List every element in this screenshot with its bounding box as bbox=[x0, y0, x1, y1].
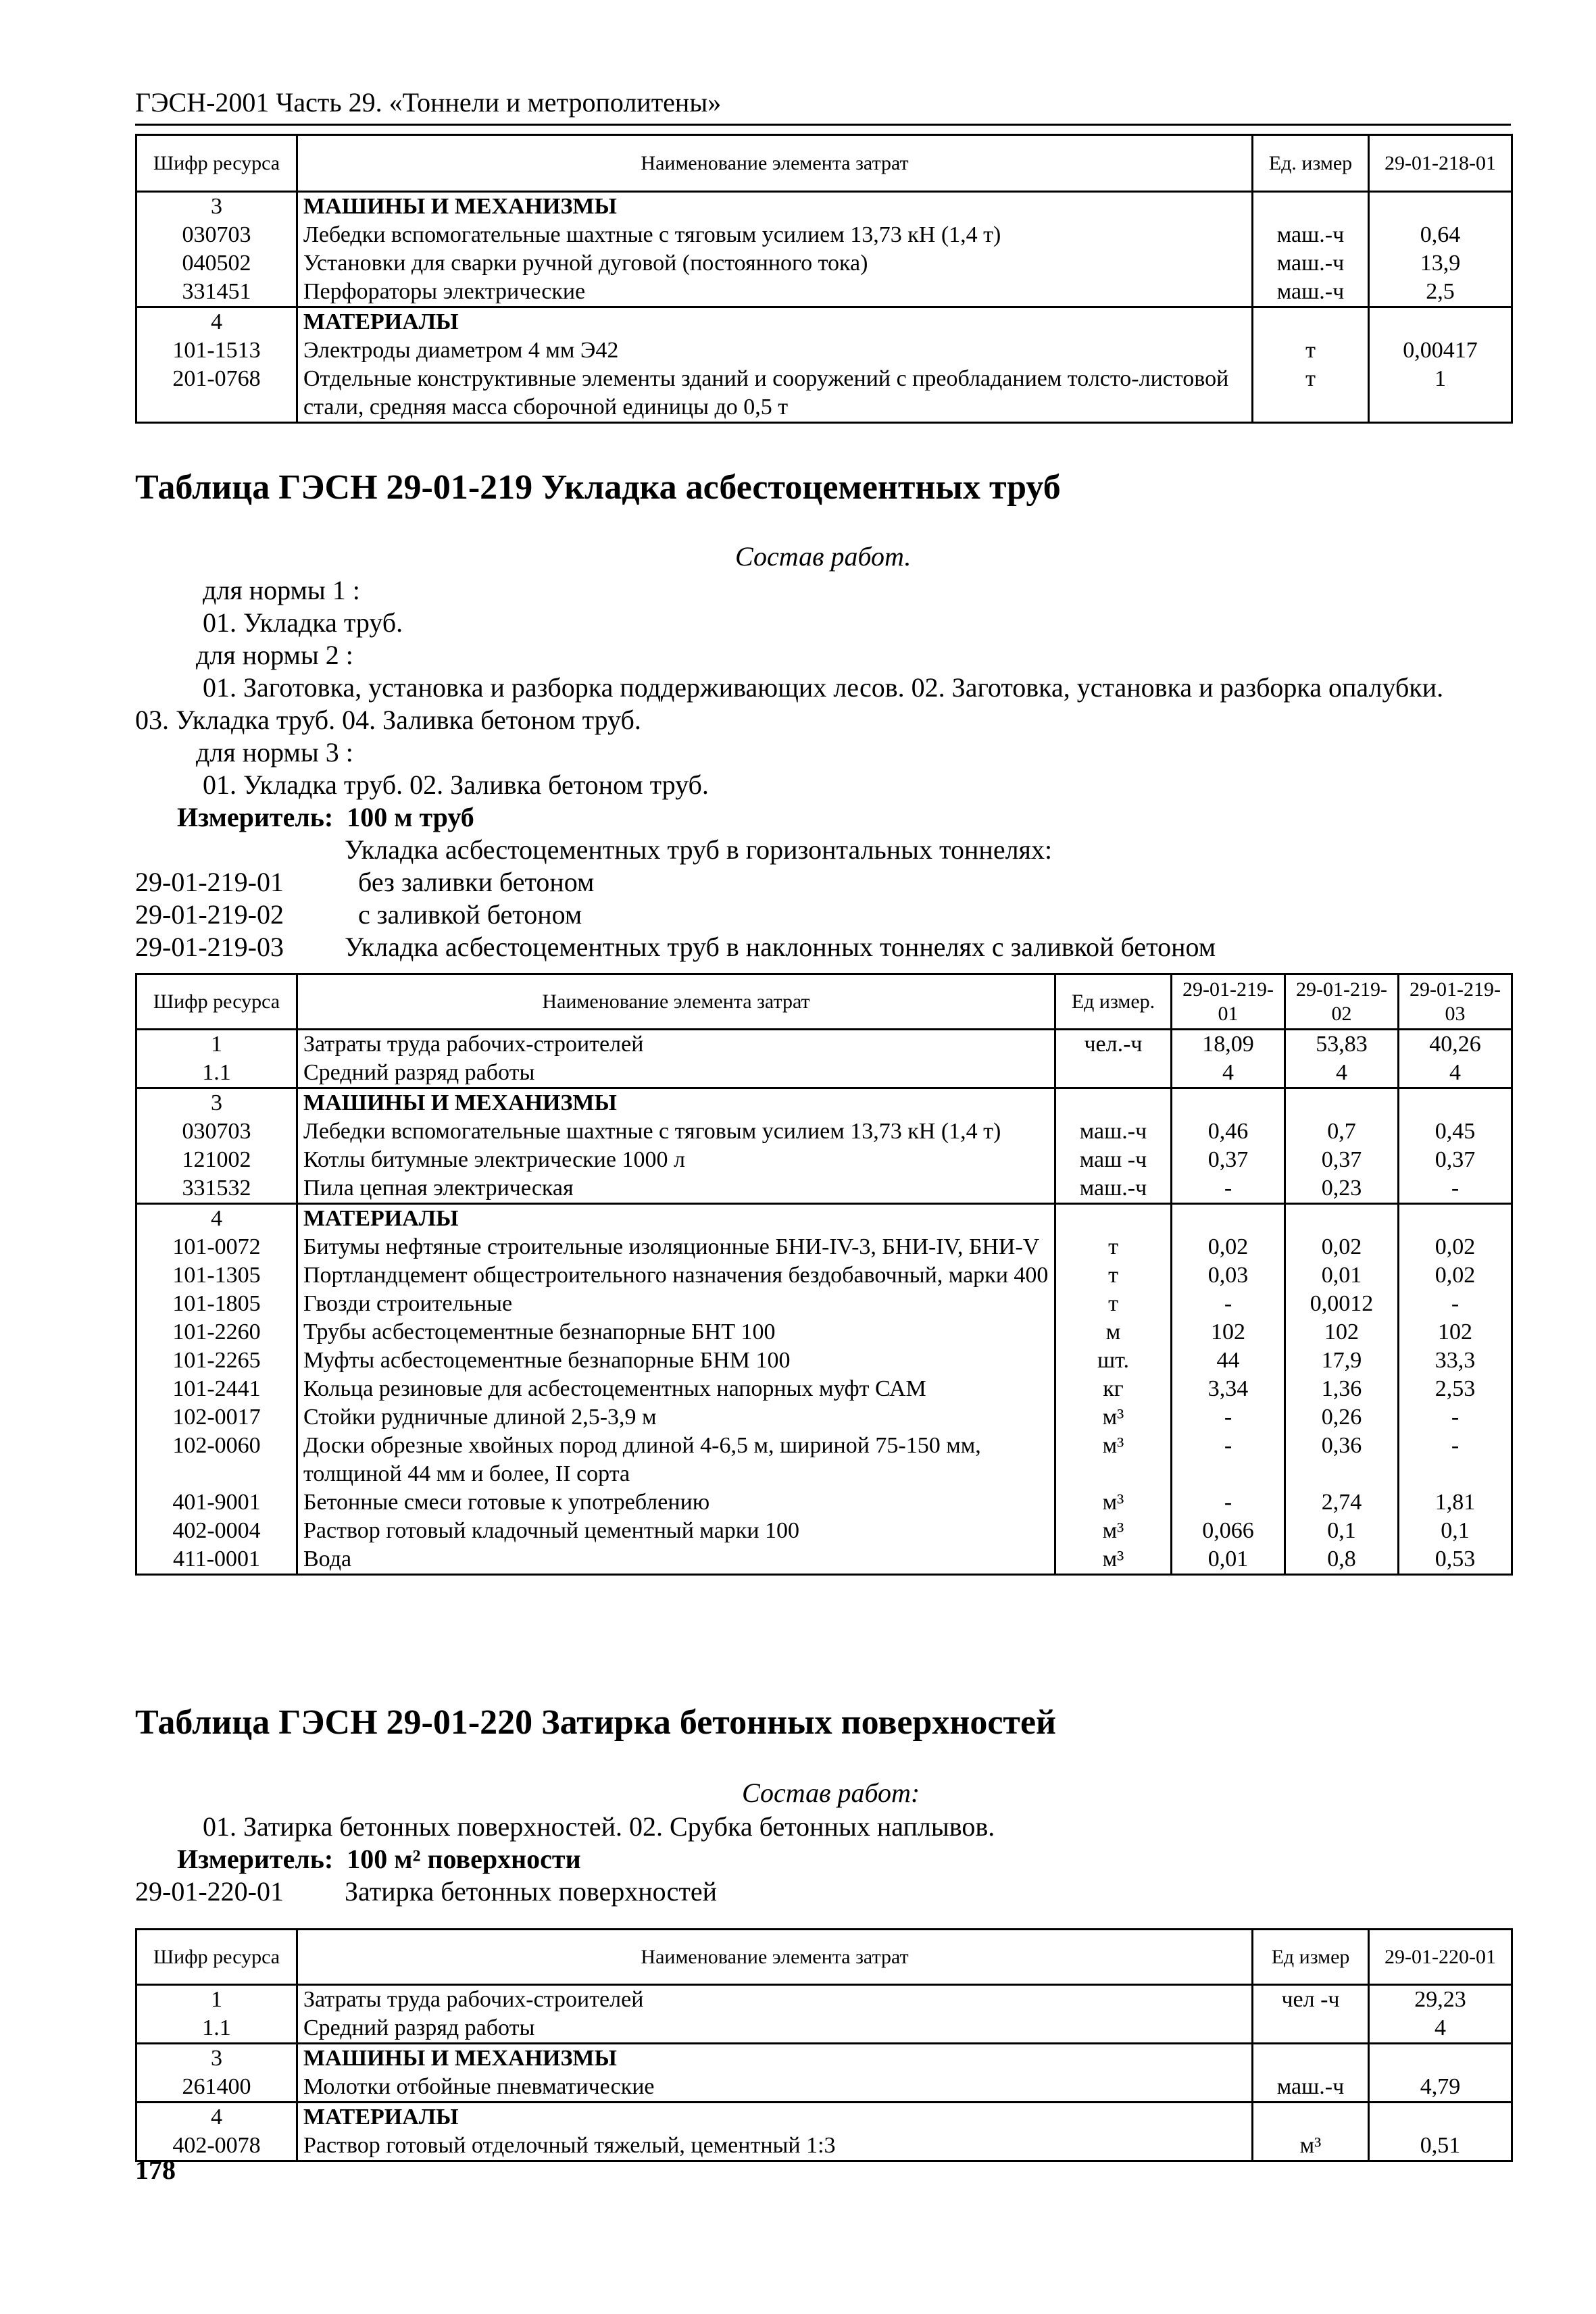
resource-code: 1 bbox=[136, 1985, 297, 2015]
table-group bbox=[136, 1030, 1512, 1088]
meter-line bbox=[177, 1843, 581, 1875]
table-group bbox=[136, 1088, 1512, 1204]
norm-value-1: 0,46 bbox=[1172, 1117, 1285, 1146]
empty-cell bbox=[1369, 192, 1512, 222]
norm-value-1: 0,02 bbox=[1172, 1233, 1285, 1261]
table-group bbox=[136, 192, 1512, 307]
empty-cell bbox=[1172, 1204, 1285, 1234]
table-row bbox=[136, 1985, 1512, 2015]
meter-line bbox=[177, 801, 474, 833]
resource-code: 261400 bbox=[136, 2073, 297, 2103]
resource-table-219 bbox=[135, 973, 1513, 1576]
resource-name: Раствор готовый кладочный цементный марки 100 bbox=[297, 1517, 1055, 1545]
composition-line: 01. Заготовка, установка и разборка поддерживающих лесов. 02. Заготовка, установка и разборка опалубки. bbox=[203, 672, 1444, 703]
norm-value-2: 0,0012 bbox=[1285, 1290, 1399, 1318]
unit-cell: кг bbox=[1055, 1375, 1172, 1403]
composition-line: для нормы 1 : bbox=[203, 575, 360, 605]
resource-code: 121002 bbox=[136, 1146, 297, 1174]
section-code: 4 bbox=[136, 1204, 297, 1234]
resource-code: 102-0060 bbox=[136, 1432, 297, 1488]
resource-name: Лебедки вспомогательные шахтные с тяговым усилием 13,73 кН (1,4 т) bbox=[297, 1117, 1055, 1146]
norm-value-2: 0,1 bbox=[1285, 1517, 1399, 1545]
unit-cell: м³ bbox=[1055, 1488, 1172, 1517]
norm-value-2: 17,9 bbox=[1285, 1347, 1399, 1375]
unit-cell: м³ bbox=[1253, 2132, 1369, 2161]
table-row bbox=[136, 1174, 1512, 1204]
norm-value-2: 0,23 bbox=[1285, 1174, 1399, 1204]
resource-name: Затраты труда рабочих-строителей bbox=[297, 1030, 1055, 1059]
section-title: МАШИНЫ И МЕХАНИЗМЫ bbox=[297, 1088, 1055, 1118]
resource-name: Электроды диаметром 4 мм Э42 bbox=[297, 336, 1253, 365]
header-unit: Ед. измер bbox=[1253, 135, 1369, 192]
unit-cell: маш.-ч bbox=[1253, 278, 1369, 307]
resource-name: Молотки отбойные пневматические bbox=[297, 2073, 1253, 2103]
norm-value-3: 4 bbox=[1399, 1059, 1512, 1088]
section-title: МАШИНЫ И МЕХАНИЗМЫ bbox=[297, 2044, 1253, 2073]
resource-name: Лебедки вспомогательные шахтные с тяговым усилием 13,73 кН (1,4 т) bbox=[297, 221, 1253, 249]
section-row bbox=[136, 307, 1512, 337]
resource-name: Пила цепная электрическая bbox=[297, 1174, 1055, 1204]
norm-value-3: - bbox=[1399, 1174, 1512, 1204]
composition-line: 03. Укладка труб. 04. Заливка бетоном труб. bbox=[135, 705, 641, 735]
empty-cell bbox=[1399, 1088, 1512, 1118]
table-group bbox=[136, 2044, 1512, 2103]
resource-code: 102-0017 bbox=[136, 1403, 297, 1432]
norm-value-1: 3,34 bbox=[1172, 1375, 1285, 1403]
table-title-220: Таблица ГЭСН 29-01-220 Затирка бетонных поверхностей bbox=[135, 1703, 1057, 1742]
unit-cell: м³ bbox=[1055, 1403, 1172, 1432]
norm-value-1: 0,066 bbox=[1172, 1517, 1285, 1545]
table-row bbox=[136, 1432, 1512, 1488]
page-header: ГЭСН-2001 Часть 29. «Тоннели и метрополитены» bbox=[135, 87, 722, 118]
section-row bbox=[136, 2103, 1512, 2132]
empty-cell bbox=[1285, 1088, 1399, 1118]
resource-name: Портландцемент общестроительного назначения бездобавочный, марки 400 bbox=[297, 1261, 1055, 1290]
empty-cell bbox=[1285, 1204, 1399, 1234]
table-row bbox=[136, 1146, 1512, 1174]
section-row bbox=[136, 1088, 1512, 1118]
table-row bbox=[136, 1261, 1512, 1290]
table-group bbox=[136, 307, 1512, 423]
section-title: МАТЕРИАЛЫ bbox=[297, 2103, 1253, 2132]
unit-cell: т bbox=[1253, 365, 1369, 423]
norm-value-3: 102 bbox=[1399, 1318, 1512, 1347]
resource-code: 411-0001 bbox=[136, 1545, 297, 1575]
table-row bbox=[136, 1233, 1512, 1261]
section-title: МАТЕРИАЛЫ bbox=[297, 1204, 1055, 1234]
norm-value-3: 33,3 bbox=[1399, 1347, 1512, 1375]
norm-value-1: 0,51 bbox=[1369, 2132, 1512, 2161]
norm-value-1: 0,00417 bbox=[1369, 336, 1512, 365]
unit-cell: м bbox=[1055, 1318, 1172, 1347]
norm-value-3: - bbox=[1399, 1403, 1512, 1432]
unit-cell: маш.-ч bbox=[1253, 221, 1369, 249]
table-row bbox=[136, 1347, 1512, 1375]
norm-value-3: 0,02 bbox=[1399, 1261, 1512, 1290]
norm-value-1: 1 bbox=[1369, 365, 1512, 423]
norm-value-1: 0,37 bbox=[1172, 1146, 1285, 1174]
table-row bbox=[136, 1059, 1512, 1088]
norm-value-1: - bbox=[1172, 1488, 1285, 1517]
unit-cell: т bbox=[1253, 336, 1369, 365]
header-norm-3: 29-01-219-03 bbox=[1399, 974, 1512, 1030]
table-row bbox=[136, 249, 1512, 278]
resource-code: 1.1 bbox=[136, 2014, 297, 2044]
resource-code: 101-1513 bbox=[136, 336, 297, 365]
norm-value-2: 0,02 bbox=[1285, 1233, 1399, 1261]
section-code: 4 bbox=[136, 307, 297, 337]
norm-code: 29-01-219-02 bbox=[135, 899, 284, 930]
unit-cell: т bbox=[1055, 1261, 1172, 1290]
unit-cell: т bbox=[1055, 1233, 1172, 1261]
composition-line: 01. Укладка труб. 02. Заливка бетоном труб. bbox=[203, 770, 709, 800]
meter-label: Измеритель: bbox=[177, 1844, 334, 1874]
header-code: Шифр ресурса bbox=[136, 135, 297, 192]
header-code: Шифр ресурса bbox=[136, 974, 297, 1030]
resource-name: Средний разряд работы bbox=[297, 2014, 1253, 2044]
section-row bbox=[136, 1204, 1512, 1234]
table-row bbox=[136, 1517, 1512, 1545]
norm-value-2: 4 bbox=[1285, 1059, 1399, 1088]
norm-value-2: 102 bbox=[1285, 1318, 1399, 1347]
table-row bbox=[136, 1545, 1512, 1575]
norm-subheading: Укладка асбестоцементных труб в горизонтальных тоннелях: bbox=[345, 834, 1053, 865]
resource-name: Муфты асбестоцементные безнапорные БНМ 100 bbox=[297, 1347, 1055, 1375]
section-row bbox=[136, 2044, 1512, 2073]
resource-name: Отдельные конструктивные элементы зданий и сооружений с преобладанием толсто-листовой стали, средняя масса сборочной единицы до 0,5 т bbox=[297, 365, 1253, 423]
composition-line: для нормы 3 : bbox=[196, 737, 353, 768]
resource-code: 030703 bbox=[136, 1117, 297, 1146]
header-rule bbox=[135, 124, 1511, 126]
meter-label: Измеритель: bbox=[177, 802, 334, 832]
norm-text: Укладка асбестоцементных труб в наклонных тоннелях с заливкой бетоном bbox=[345, 932, 1216, 962]
unit-cell bbox=[1055, 1059, 1172, 1088]
resource-name: Установки для сварки ручной дуговой (постоянного тока) bbox=[297, 249, 1253, 278]
norm-value-1: 2,5 bbox=[1369, 278, 1512, 307]
resource-name: Перфораторы электрические bbox=[297, 278, 1253, 307]
unit-cell: маш.-ч bbox=[1055, 1117, 1172, 1146]
empty-cell bbox=[1369, 307, 1512, 337]
meter-value: 100 м² поверхности bbox=[347, 1844, 581, 1874]
table-row bbox=[136, 2014, 1512, 2044]
norm-value-2: 0,26 bbox=[1285, 1403, 1399, 1432]
header-norm: 29-01-218-01 bbox=[1369, 135, 1512, 192]
resource-name: Раствор готовый отделочный тяжелый, цементный 1:3 bbox=[297, 2132, 1253, 2161]
norm-value-1: 0,01 bbox=[1172, 1545, 1285, 1575]
resource-code: 101-1305 bbox=[136, 1261, 297, 1290]
unit-cell: маш.-ч bbox=[1253, 249, 1369, 278]
table-row bbox=[136, 336, 1512, 365]
norm-value-3: - bbox=[1399, 1432, 1512, 1488]
empty-cell bbox=[1253, 307, 1369, 337]
section-code: 3 bbox=[136, 1088, 297, 1118]
norm-value-3: 0,1 bbox=[1399, 1517, 1512, 1545]
resource-code: 030703 bbox=[136, 221, 297, 249]
norm-value-3: 0,02 bbox=[1399, 1233, 1512, 1261]
norm-code: 29-01-220-01 bbox=[135, 1876, 284, 1907]
table-row bbox=[136, 1488, 1512, 1517]
resource-name: Гвозди строительные bbox=[297, 1290, 1055, 1318]
header-name: Наименование элемента затрат bbox=[297, 974, 1055, 1030]
norm-value-3: 0,45 bbox=[1399, 1117, 1512, 1146]
norm-value-1: 4,79 bbox=[1369, 2073, 1512, 2103]
norm-value-2: 0,7 bbox=[1285, 1117, 1399, 1146]
unit-cell: маш -ч bbox=[1055, 1146, 1172, 1174]
resource-name: Вода bbox=[297, 1545, 1055, 1575]
table-row bbox=[136, 365, 1512, 423]
norm-value-1: - bbox=[1172, 1432, 1285, 1488]
resource-name: Трубы асбестоцементные безнапорные БНТ 100 bbox=[297, 1318, 1055, 1347]
table-row bbox=[136, 1290, 1512, 1318]
resource-code: 402-0004 bbox=[136, 1517, 297, 1545]
norm-value-1: 44 bbox=[1172, 1347, 1285, 1375]
resource-name: Бетонные смеси готовые к употреблению bbox=[297, 1488, 1055, 1517]
resource-code: 201-0768 bbox=[136, 365, 297, 423]
resource-name: Доски обрезные хвойных пород длиной 4-6,5 м, шириной 75-150 мм, толщиной 44 мм и более, II сорта bbox=[297, 1432, 1055, 1488]
table-row bbox=[136, 1117, 1512, 1146]
norm-value-1: 4 bbox=[1172, 1059, 1285, 1088]
resource-code: 101-1805 bbox=[136, 1290, 297, 1318]
resource-name: Котлы битумные электрические 1000 л bbox=[297, 1146, 1055, 1174]
norm-value-3: 2,53 bbox=[1399, 1375, 1512, 1403]
norm-value-3: 40,26 bbox=[1399, 1030, 1512, 1059]
norm-value-3: 1,81 bbox=[1399, 1488, 1512, 1517]
table-row bbox=[136, 1030, 1512, 1059]
unit-cell: м³ bbox=[1055, 1517, 1172, 1545]
empty-cell bbox=[1253, 2103, 1369, 2132]
norm-value-1: 29,23 bbox=[1369, 1985, 1512, 2015]
resource-code: 101-0072 bbox=[136, 1233, 297, 1261]
table-row bbox=[136, 2132, 1512, 2161]
norm-text: без заливки бетоном bbox=[358, 867, 595, 897]
composition-title: Состав работ. bbox=[735, 541, 912, 572]
meter-value: 100 м труб bbox=[347, 802, 474, 832]
section-code: 3 bbox=[136, 192, 297, 222]
norm-value-1: 13,9 bbox=[1369, 249, 1512, 278]
empty-cell bbox=[1253, 192, 1369, 222]
resource-name: Средний разряд работы bbox=[297, 1059, 1055, 1088]
resource-code: 1.1 bbox=[136, 1059, 297, 1088]
resource-name: Кольца резиновые для асбестоцементных напорных муфт САМ bbox=[297, 1375, 1055, 1403]
table-row bbox=[136, 221, 1512, 249]
unit-cell: т bbox=[1055, 1290, 1172, 1318]
empty-cell bbox=[1055, 1088, 1172, 1118]
section-code: 3 bbox=[136, 2044, 297, 2073]
empty-cell bbox=[1172, 1088, 1285, 1118]
resource-code: 401-9001 bbox=[136, 1488, 297, 1517]
empty-cell bbox=[1253, 2044, 1369, 2073]
norm-value-1: 4 bbox=[1369, 2014, 1512, 2044]
table-row bbox=[136, 278, 1512, 307]
table-row bbox=[136, 2073, 1512, 2103]
empty-cell bbox=[1399, 1204, 1512, 1234]
unit-cell: шт. bbox=[1055, 1347, 1172, 1375]
page-number: 178 bbox=[135, 2155, 176, 2185]
norm-text: с заливкой бетоном bbox=[358, 899, 582, 930]
composition-title: Состав работ: bbox=[742, 1778, 920, 1808]
section-row bbox=[136, 192, 1512, 222]
norm-code: 29-01-219-03 bbox=[135, 932, 284, 962]
resource-table-218 bbox=[135, 134, 1513, 424]
resource-table-220 bbox=[135, 1928, 1513, 2162]
header-name: Наименование элемента затрат bbox=[297, 1930, 1253, 1985]
norm-value-2: 1,36 bbox=[1285, 1375, 1399, 1403]
norm-value-1: - bbox=[1172, 1174, 1285, 1204]
header-unit: Ед измер bbox=[1253, 1930, 1369, 1985]
header-code: Шифр ресурса bbox=[136, 1930, 297, 1985]
norm-value-1: - bbox=[1172, 1403, 1285, 1432]
norm-value-3: 0,37 bbox=[1399, 1146, 1512, 1174]
norm-value-3: - bbox=[1399, 1290, 1512, 1318]
resource-code: 331532 bbox=[136, 1174, 297, 1204]
header-unit: Ед измер. bbox=[1055, 974, 1172, 1030]
resource-code: 331451 bbox=[136, 278, 297, 307]
norm-value-1: 102 bbox=[1172, 1318, 1285, 1347]
resource-code: 1 bbox=[136, 1030, 297, 1059]
resource-code: 101-2441 bbox=[136, 1375, 297, 1403]
norm-value-2: 0,37 bbox=[1285, 1146, 1399, 1174]
norm-value-2: 0,36 bbox=[1285, 1432, 1399, 1488]
unit-cell bbox=[1253, 2014, 1369, 2044]
norm-value-2: 2,74 bbox=[1285, 1488, 1399, 1517]
resource-name: Затраты труда рабочих-строителей bbox=[297, 1985, 1253, 2015]
norm-value-1: - bbox=[1172, 1290, 1285, 1318]
composition-line: 01. Укладка труб. bbox=[203, 607, 403, 638]
resource-code: 402-0078 bbox=[136, 2132, 297, 2161]
composition-line: 01. Затирка бетонных поверхностей. 02. Срубка бетонных наплывов. bbox=[203, 1811, 995, 1842]
resource-code: 040502 bbox=[136, 249, 297, 278]
unit-cell: чел.-ч bbox=[1055, 1030, 1172, 1059]
unit-cell: м³ bbox=[1055, 1432, 1172, 1488]
empty-cell bbox=[1055, 1204, 1172, 1234]
table-row bbox=[136, 1375, 1512, 1403]
table-group bbox=[136, 2103, 1512, 2161]
header-norm: 29-01-220-01 bbox=[1369, 1930, 1512, 1985]
composition-line: для нормы 2 : bbox=[196, 640, 353, 670]
section-code: 4 bbox=[136, 2103, 297, 2132]
resource-name: Стойки рудничные длиной 2,5-3,9 м bbox=[297, 1403, 1055, 1432]
resource-code: 101-2265 bbox=[136, 1347, 297, 1375]
norm-value-1: 0,03 bbox=[1172, 1261, 1285, 1290]
unit-cell: чел -ч bbox=[1253, 1985, 1369, 2015]
empty-cell bbox=[1369, 2103, 1512, 2132]
unit-cell: маш.-ч bbox=[1253, 2073, 1369, 2103]
resource-name: Битумы нефтяные строительные изоляционные БНИ-IV-3, БНИ-IV, БНИ-V bbox=[297, 1233, 1055, 1261]
norm-value-2: 0,8 bbox=[1285, 1545, 1399, 1575]
header-norm-1: 29-01-219-01 bbox=[1172, 974, 1285, 1030]
header-norm-2: 29-01-219-02 bbox=[1285, 974, 1399, 1030]
norm-code: 29-01-219-01 bbox=[135, 867, 284, 897]
table-row bbox=[136, 1318, 1512, 1347]
table-group bbox=[136, 1204, 1512, 1575]
section-title: МАТЕРИАЛЫ bbox=[297, 307, 1253, 337]
norm-text: Затирка бетонных поверхностей bbox=[345, 1876, 718, 1907]
unit-cell: м³ bbox=[1055, 1545, 1172, 1575]
table-row bbox=[136, 1403, 1512, 1432]
table-group bbox=[136, 1985, 1512, 2044]
empty-cell bbox=[1369, 2044, 1512, 2073]
norm-value-2: 53,83 bbox=[1285, 1030, 1399, 1059]
norm-value-2: 0,01 bbox=[1285, 1261, 1399, 1290]
section-title: МАШИНЫ И МЕХАНИЗМЫ bbox=[297, 192, 1253, 222]
norm-value-3: 0,53 bbox=[1399, 1545, 1512, 1575]
norm-value-1: 0,64 bbox=[1369, 221, 1512, 249]
header-name: Наименование элемента затрат bbox=[297, 135, 1253, 192]
unit-cell: маш.-ч bbox=[1055, 1174, 1172, 1204]
norm-value-1: 18,09 bbox=[1172, 1030, 1285, 1059]
table-title-219: Таблица ГЭСН 29-01-219 Укладка асбестоцементных труб bbox=[135, 468, 1061, 507]
resource-code: 101-2260 bbox=[136, 1318, 297, 1347]
